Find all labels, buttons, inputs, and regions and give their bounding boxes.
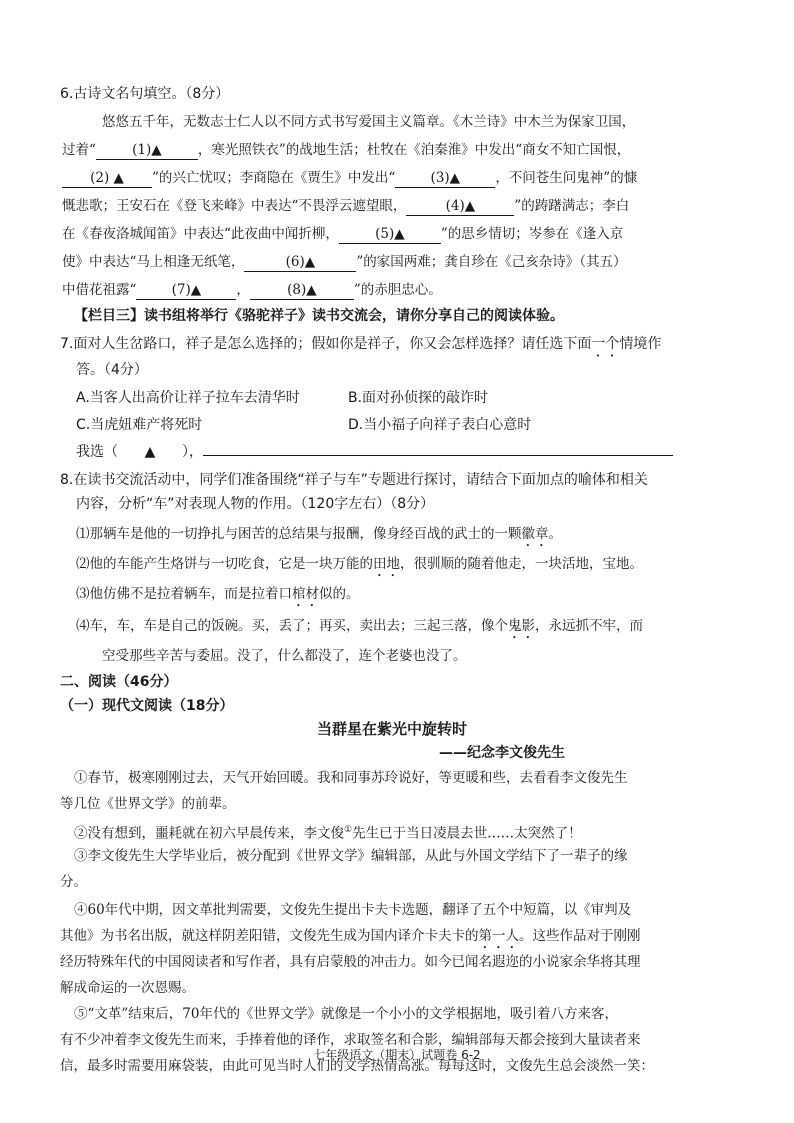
blank-3[interactable]: (3)▲ xyxy=(395,169,495,188)
page-footer: 七年级语文（期末）试题卷 6-2 xyxy=(313,1048,481,1062)
q7-answer-blank[interactable] xyxy=(203,455,673,456)
paragraph-1: ①春节，极寒刚刚过去，天气开始回暖。我和同事苏玲说好，等更暖和些，去看看李文俊先生 xyxy=(74,770,628,786)
paragraph-4-line-4: 解成命运的一次恩赐。 xyxy=(60,980,195,996)
paragraph-4-line-2: 其他》为书名出版，就这样阴差阳错，文俊先生成为国内译介卡夫卡的第一人。这些作品对于刚刚 xyxy=(60,928,641,944)
q7-line-2: 答。（4分） xyxy=(76,362,148,378)
q6-line-7: 中借花祖露“ (7)▲ ， (8)▲ ”的赤胆忠心。 xyxy=(62,282,442,298)
q7-option-b: B.面对孙侦探的敲诈时 xyxy=(348,390,489,406)
column-3-heading: 【栏目三】读书组将举行《骆驼祥子》读书交流会，请你分享自己的阅读体验。 xyxy=(74,308,564,324)
q6-line-3: (2) ▲ ”的兴亡忧叹；李商隐在《贾生》中发出“ (3)▲ ，不问苍生问鬼神”的慷 xyxy=(62,168,637,188)
section-2-1-heading: （一）现代文阅读（18分） xyxy=(60,698,234,714)
q7-option-c: C.当虎妞难产将死时 xyxy=(76,417,203,433)
paragraph-2: ②没有想到，噩耗就在初六早晨传来，李文俊①先生已于当日凌晨去世……太突然了！ xyxy=(74,825,582,842)
paragraph-3: ③李文俊先生大学毕业后，被分配到《世界文学》编辑部，从此与外国文学结下了一辈子的缘 xyxy=(74,848,628,864)
blank-6[interactable]: (6)▲ xyxy=(244,253,356,272)
q6-line-5: 在《春夜洛城闻笛》中表达“此夜曲中闻折柳， (5)▲ ”的思乡情切；岑参在《逢入京 xyxy=(62,226,624,242)
q8-line-1: 8.在读书交流活动中，同学们准备围绕“祥子与车”专题进行探讨，请结合下面加点的喻体和相关 xyxy=(60,472,648,488)
q7-option-a: A.当客人出高价让祥子拉车去清华时 xyxy=(76,390,300,406)
q7-answer-line: 我选（ ▲ ）， xyxy=(76,442,673,462)
q7-line-1: 7.面对人生岔路口，祥子是怎么选择的；假如你是祥子，你又会怎样选择？请任选下面一个情境作 xyxy=(60,336,662,352)
blank-8[interactable]: (8)▲ xyxy=(250,281,354,300)
q6-header: 6.古诗文名句填空。（8分） xyxy=(60,86,230,102)
q6-line-1: 悠悠五千年，无数志士仁人以不同方式书写爱国主义篇章。《木兰诗》中木兰为保家卫国， xyxy=(102,114,636,130)
q6-line-6: 使》中表达“马上相逢无纸笔， (6)▲ ”的家国两难；龚自珍在《己亥杂诗》（其五） xyxy=(62,254,627,270)
blank-7[interactable]: (7)▲ xyxy=(136,281,236,300)
paragraph-1-cont: 等几位《世界文学》的前辈。 xyxy=(60,796,236,812)
blank-2[interactable]: (2) ▲ xyxy=(62,169,152,188)
paragraph-5-line-3: 信，最多时需要用麻袋装，由此可见当时人们的文学热情高涨。每每这时，文俊先生总会淡然一笑： xyxy=(60,1058,654,1074)
paragraph-5-line-2: 有不少冲着李文俊先生而来，手捧着他的译作，求取签名和合影，编辑部每天都会接到大量读者来 xyxy=(60,1032,641,1048)
section-2-heading: 二、阅读（46分） xyxy=(60,674,178,690)
q7-option-d: D.当小福子向祥子表白心意时 xyxy=(348,417,532,433)
article-subtitle: ——纪念李文俊先生 xyxy=(439,745,565,761)
q8-sentence-4-cont: 空受那些辛苦与委屈。没了，什么都没了，连个老婆也没了。 xyxy=(102,648,467,664)
q8-line-2: 内容，分析“车”对表现人物的作用。（120字左右）（8分） xyxy=(76,496,435,512)
q6-line-2: 过着“ (1)▲ ，寒光照铁衣”的战地生活；杜牧在《泊秦淮》中发出“商女不知亡国恨， xyxy=(62,142,631,158)
q8-sentence-2: ⑵他的车能产生烙饼与一切吃食，它是一块万能的田地，很驯顺的随着他走，一块活地，宝地。 xyxy=(76,556,643,572)
paragraph-3-cont: 分。 xyxy=(60,874,87,890)
q8-sentence-3: ⑶他仿佛不是拉着辆车，而是拉着口棺材似的。 xyxy=(76,586,360,602)
q8-sentence-1: ⑴那辆车是他的一切挣扎与困苦的总结果与报酬，像身经百战的武士的一颗徽章。 xyxy=(76,526,562,542)
paragraph-4: ④60年代中期，因文革批判需要，文俊先生提出卡夫卡选题，翻译了五个中短篇，以《审判及 xyxy=(74,902,632,918)
paragraph-5: ⑤“文革”结束后，70年代的《世界文学》就像是一个小小的文学根据地，吸引着八方来客， xyxy=(74,1006,618,1022)
q6-line-4: 慨悲歌；王安石在《登飞来峰》中表达“不畏浮云遮望眼， (4)▲ ”的踌躇满志；李白 xyxy=(62,198,630,214)
q8-sentence-4: ⑷车，车，车是自己的饭碗。买，丢了；再买，卖出去；三起三落，像个鬼影，永远抓不牢，而 xyxy=(76,618,643,634)
paragraph-4-line-3: 经历特殊年代的中国阅读者和写作者，具有启蒙般的冲击力。如今已闻名遐迩的小说家余华将其理 xyxy=(60,954,641,970)
blank-5[interactable]: (5)▲ xyxy=(339,225,441,244)
article-title: 当群星在紫光中旋转时 xyxy=(316,720,467,738)
blank-4[interactable]: (4)▲ xyxy=(406,197,514,216)
blank-1[interactable]: (1)▲ xyxy=(96,141,198,160)
q7-choice-blank[interactable]: ▲ xyxy=(144,444,156,460)
